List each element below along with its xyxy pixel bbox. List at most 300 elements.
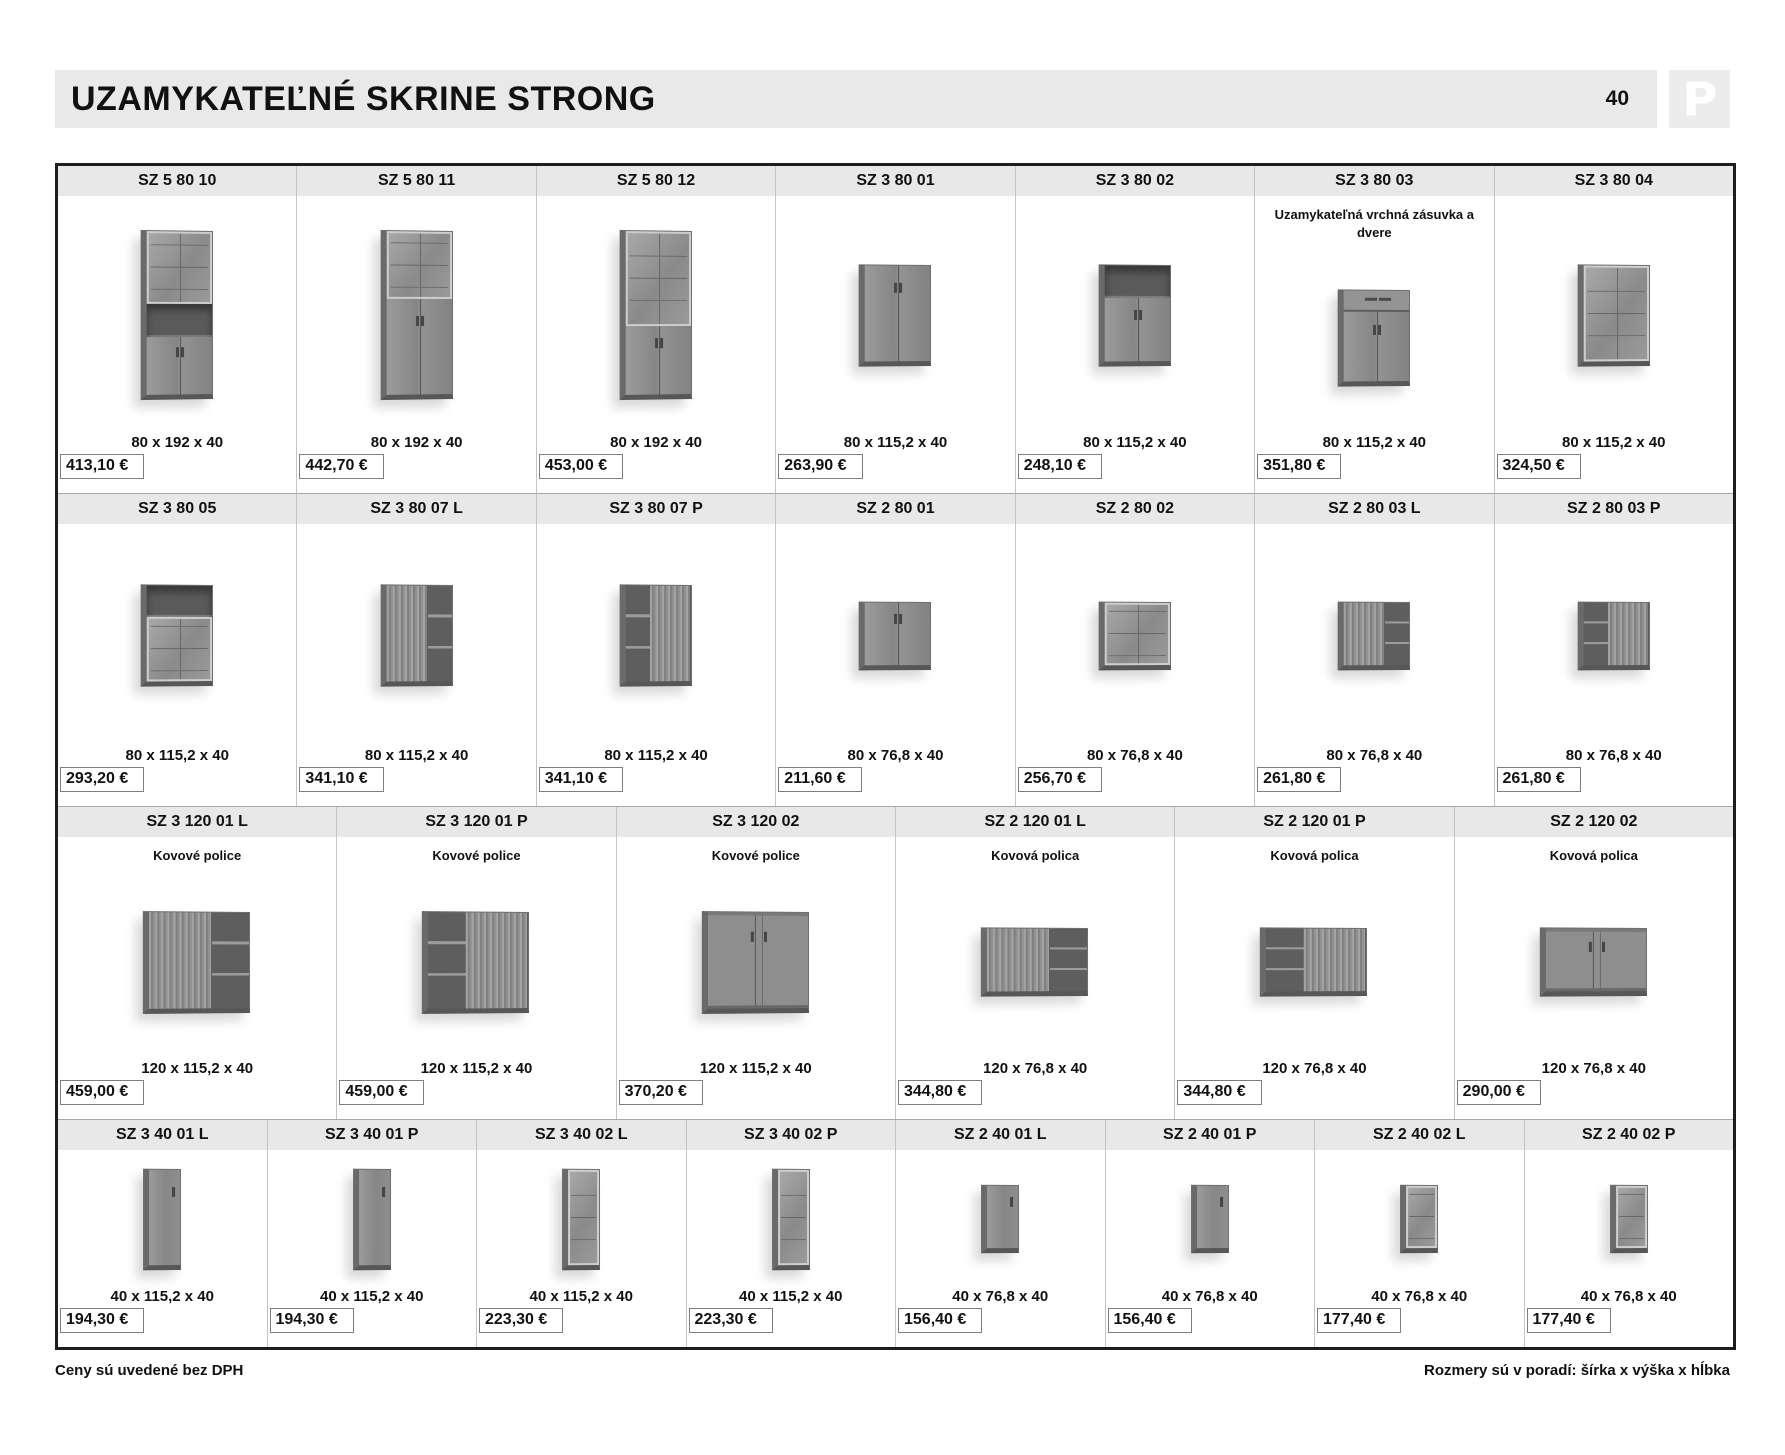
price-bar: [539, 767, 775, 797]
product-image-area: [776, 524, 1014, 747]
product-cell: [296, 494, 535, 806]
door-handle: [1010, 1197, 1013, 1207]
tambour-door: [1607, 602, 1648, 664]
product-code: SZ 3 120 02: [617, 807, 895, 837]
cabinet-section-glass: [147, 617, 212, 682]
product-image: [423, 912, 529, 1013]
product-cell: [476, 1120, 686, 1347]
product-image: [703, 912, 809, 1013]
product-cell: [1494, 166, 1733, 493]
product-cell: [336, 807, 615, 1119]
product-image-area: [1315, 1150, 1524, 1288]
open-shelves: [1583, 602, 1607, 665]
price-badge: 256,70 €: [1018, 767, 1102, 792]
cabinet-section-wood: [865, 602, 930, 665]
product-row: [58, 493, 1733, 806]
product-image-area: [1495, 196, 1733, 434]
price-badge: 344,80 €: [1177, 1080, 1261, 1105]
product-code: SZ 3 120 01 L: [58, 807, 336, 837]
open-shelves: [1051, 929, 1088, 991]
cabinet-section-slide: [1546, 929, 1646, 992]
product-note: Kovová polica: [1270, 848, 1359, 863]
price-badge: 248,10 €: [1018, 454, 1102, 479]
dimensions-label: 80 x 192 x 40: [370, 434, 463, 451]
cabinet-body: [422, 911, 529, 1014]
door-handle: [750, 931, 753, 941]
tambour-door: [466, 912, 529, 1008]
dimensions-label: 120 x 76,8 x 40: [1262, 1060, 1367, 1077]
cabinet-section-tambP: [626, 585, 691, 681]
product-code: SZ 5 80 12: [537, 166, 775, 196]
product-image: [982, 928, 1088, 996]
footer-note-dimensions: Rozmery sú v poradí: šírka x výška x hĺbka: [1424, 1362, 1730, 1379]
product-cell: [58, 1120, 267, 1347]
cabinet-section-wood: [865, 265, 930, 361]
door-handle: [655, 338, 658, 348]
footer-note-prices: Ceny sú uvedené bez DPH: [55, 1362, 244, 1379]
price-bar: [1457, 1080, 1733, 1110]
product-image-area: [1175, 865, 1453, 1060]
price-badge: 223,30 €: [689, 1308, 773, 1333]
cabinet-body: [859, 264, 931, 366]
tambour-door: [650, 586, 691, 682]
door-handle: [416, 316, 419, 326]
price-bar: [1497, 767, 1733, 797]
door-handle: [1378, 324, 1381, 334]
product-code: SZ 2 40 02 P: [1525, 1120, 1734, 1150]
product-image-area: [1495, 524, 1733, 747]
product-image-area: [1106, 1150, 1315, 1288]
product-image: [1099, 602, 1171, 670]
cabinet-body: [620, 230, 692, 400]
product-note: Uzamykateľná vrchná zásuvka a dvere: [1274, 207, 1475, 240]
price-bar: [299, 454, 535, 484]
cabinet-body: [1338, 601, 1410, 670]
product-image: [620, 231, 692, 399]
cabinet-body: [143, 1168, 181, 1270]
price-bar: [60, 1308, 267, 1338]
product-image-area: [896, 865, 1174, 1060]
product-code: SZ 2 120 01 L: [896, 807, 1174, 837]
cabinet-body: [1577, 601, 1649, 670]
product-cell: [1174, 807, 1453, 1119]
cabinet-section-open: [1105, 265, 1170, 298]
cabinet-body: [1099, 264, 1171, 366]
door-handle: [1374, 324, 1377, 334]
door-handle: [420, 316, 423, 326]
product-image-area: [58, 196, 296, 434]
product-image: [141, 231, 213, 399]
dimensions-label: 40 x 76,8 x 40: [1161, 1288, 1258, 1305]
product-code: SZ 2 40 01 P: [1106, 1120, 1315, 1150]
price-badge: 351,80 €: [1257, 454, 1341, 479]
product-image-area: [687, 1150, 896, 1288]
product-code: SZ 3 80 07 L: [297, 494, 535, 524]
door-handle: [181, 348, 184, 358]
door-handle: [764, 932, 767, 942]
cabinet-body: [1610, 1185, 1648, 1253]
product-code: SZ 3 80 02: [1016, 166, 1254, 196]
product-code: SZ 3 80 04: [1495, 166, 1733, 196]
door-handle: [1602, 942, 1605, 952]
cabinet-body: [981, 1185, 1019, 1253]
cabinet-section-tambP: [1266, 929, 1366, 992]
cabinet-body: [562, 1168, 600, 1270]
product-code: SZ 3 40 02 L: [477, 1120, 686, 1150]
product-row: [58, 806, 1733, 1119]
product-code: SZ 2 80 03 P: [1495, 494, 1733, 524]
product-cell: [686, 1120, 896, 1347]
cabinet-section-open: [147, 304, 212, 338]
product-image-area: [896, 1150, 1105, 1288]
product-cell: [1314, 1120, 1524, 1347]
price-bar: [1257, 454, 1493, 484]
open-shelves: [213, 912, 250, 1008]
product-image-area: [1016, 196, 1254, 434]
cabinet-section-drawer: [1344, 290, 1409, 312]
dimensions-label: 120 x 115,2 x 40: [141, 1060, 254, 1077]
dimensions-label: 80 x 76,8 x 40: [1086, 747, 1183, 764]
product-image: [1261, 928, 1367, 996]
price-badge: 413,10 €: [60, 454, 144, 479]
product-image: [1578, 265, 1650, 366]
door-handle: [176, 348, 179, 358]
cabinet-section-tambL: [149, 912, 249, 1009]
cabinet-body: [1260, 928, 1367, 997]
price-badge: 263,90 €: [778, 454, 862, 479]
price-bar: [898, 1308, 1105, 1338]
price-bar: [60, 767, 296, 797]
cabinet-body: [981, 928, 1088, 997]
product-image: [859, 265, 931, 366]
price-bar: [1018, 454, 1254, 484]
tambour-door: [386, 585, 428, 681]
product-image-area: [297, 196, 535, 434]
price-badge: 453,00 €: [539, 454, 623, 479]
brand-logo: [1669, 70, 1730, 128]
product-image-area: [58, 865, 336, 1060]
product-code: SZ 3 120 01 P: [337, 807, 615, 837]
price-badge: 177,40 €: [1527, 1308, 1611, 1333]
cabinet-section-wood: [1344, 312, 1409, 381]
drawer-handle: [1379, 298, 1391, 301]
cabinet-section-wood: [147, 337, 212, 395]
brand-logo-letter: P: [1681, 72, 1718, 126]
product-image-area: [58, 1150, 267, 1288]
tambour-door: [149, 912, 212, 1009]
price-bar: [339, 1080, 615, 1110]
product-code: SZ 2 120 01 P: [1175, 807, 1453, 837]
cabinet-body: [620, 584, 692, 686]
cabinet-body: [702, 911, 809, 1014]
price-badge: 261,80 €: [1497, 767, 1581, 792]
cabinet-body: [1099, 601, 1171, 670]
door-handle: [895, 282, 898, 292]
product-image-area: [1255, 241, 1493, 434]
product-grid: [55, 163, 1736, 1350]
product-image-area: [58, 524, 296, 747]
door-handle: [1139, 309, 1142, 319]
dimensions-label: 80 x 115,2 x 40: [843, 434, 948, 451]
price-bar: [1527, 1308, 1734, 1338]
product-note: Kovové police: [153, 848, 242, 863]
product-note: Kovová polica: [1549, 848, 1638, 863]
cabinet-section-glass: [1105, 602, 1170, 665]
dimensions-label: 120 x 76,8 x 40: [1541, 1060, 1646, 1077]
product-cell: [1254, 166, 1493, 493]
price-bar: [60, 454, 296, 484]
product-image: [1610, 1185, 1648, 1253]
dimensions-label: 80 x 115,2 x 40: [1083, 434, 1187, 451]
dimensions-label: 40 x 76,8 x 40: [1580, 1288, 1677, 1305]
cabinet-section-wood1: [359, 1169, 390, 1265]
cabinet-section-wood1: [987, 1186, 1018, 1248]
door-handle: [1134, 309, 1137, 319]
price-bar: [539, 454, 775, 484]
door-handle: [899, 282, 902, 292]
tambour-door: [987, 929, 1050, 992]
cabinet-body: [859, 601, 931, 670]
product-code: SZ 2 80 01: [776, 494, 1014, 524]
product-cell: [1105, 1120, 1315, 1347]
product-code: SZ 3 40 01 L: [58, 1120, 267, 1150]
product-cell: [1015, 494, 1254, 806]
price-badge: 156,40 €: [1108, 1308, 1192, 1333]
cabinet-body: [141, 230, 213, 400]
dimensions-label: 80 x 115,2 x 40: [364, 747, 469, 764]
door-handle: [172, 1187, 175, 1197]
product-code: SZ 5 80 10: [58, 166, 296, 196]
product-cell: [895, 807, 1174, 1119]
product-image-area: [1255, 524, 1493, 747]
cabinet-section-wood: [386, 299, 451, 395]
product-cell: [536, 166, 775, 493]
cabinet-section-tambL: [386, 585, 451, 681]
product-image: [1191, 1185, 1229, 1253]
door-handle: [382, 1187, 385, 1197]
product-image-area: [537, 196, 775, 434]
cabinet-section-open: [147, 585, 212, 617]
open-shelves: [1266, 929, 1303, 992]
door-handle: [1220, 1197, 1223, 1207]
dimensions-label: 120 x 76,8 x 40: [983, 1060, 1088, 1077]
price-badge: 341,10 €: [299, 767, 383, 792]
cabinet-body: [380, 584, 452, 686]
product-cell: [616, 807, 895, 1119]
product-image: [981, 1185, 1019, 1253]
product-code: SZ 3 80 03: [1255, 166, 1493, 196]
product-code: SZ 2 80 02: [1016, 494, 1254, 524]
product-image: [772, 1169, 810, 1270]
product-code: SZ 2 120 02: [1455, 807, 1733, 837]
dimensions-label: 80 x 192 x 40: [131, 434, 224, 451]
product-code: SZ 3 40 02 P: [687, 1120, 896, 1150]
cabinet-section-glass: [386, 231, 451, 299]
product-cell: [58, 807, 336, 1119]
price-bar: [60, 1080, 336, 1110]
product-image: [1400, 1185, 1438, 1253]
cabinet-body: [1191, 1185, 1229, 1253]
dimensions-label: 80 x 192 x 40: [610, 434, 702, 451]
product-code: SZ 2 80 03 L: [1255, 494, 1493, 524]
product-row: [58, 166, 1733, 493]
cabinet-section-tambP: [1583, 602, 1648, 665]
cabinet-section-glass1: [568, 1169, 599, 1265]
dimensions-label: 80 x 115,2 x 40: [604, 747, 708, 764]
cabinet-section-wood1: [1197, 1186, 1228, 1248]
page-number: 40: [1605, 87, 1629, 110]
dimensions-label: 40 x 76,8 x 40: [952, 1288, 1049, 1305]
price-badge: 194,30 €: [270, 1308, 354, 1333]
price-badge: 177,40 €: [1317, 1308, 1401, 1333]
price-badge: 370,20 €: [619, 1080, 703, 1105]
cabinet-section-tambP: [428, 912, 528, 1009]
product-image-area: [1455, 865, 1733, 1060]
price-bar: [1177, 1080, 1453, 1110]
cabinet-section-wood1: [149, 1169, 180, 1265]
product-image: [1578, 602, 1650, 670]
door-handle: [899, 614, 902, 624]
cabinet-section-glass1: [1616, 1186, 1647, 1248]
cabinet-section-glass: [147, 231, 212, 304]
title-bar: [55, 70, 1657, 128]
cabinet-section-slide: [708, 912, 808, 1009]
cabinet-section-glass: [626, 231, 691, 326]
product-cell: [267, 1120, 477, 1347]
cabinet-section-tambL: [987, 929, 1087, 992]
open-shelves: [428, 912, 465, 1009]
dimensions-label: 120 x 115,2 x 40: [420, 1060, 533, 1077]
cabinet-body: [353, 1168, 391, 1270]
product-code: SZ 3 80 01: [776, 166, 1014, 196]
price-badge: 211,60 €: [778, 767, 861, 792]
cabinet-body: [141, 584, 213, 686]
product-image: [859, 602, 931, 670]
cabinet-body: [1338, 289, 1410, 386]
product-code: SZ 2 40 01 L: [896, 1120, 1105, 1150]
tambour-door: [1344, 602, 1386, 665]
cabinet-section-glass: [1583, 265, 1648, 361]
cabinet-body: [772, 1168, 810, 1270]
dimensions-label: 80 x 76,8 x 40: [1565, 747, 1662, 764]
product-image: [141, 585, 213, 686]
dimensions-label: 40 x 76,8 x 40: [1371, 1288, 1468, 1305]
price-bar: [689, 1308, 896, 1338]
product-cell: [1494, 494, 1733, 806]
dimensions-label: 80 x 76,8 x 40: [1326, 747, 1423, 764]
product-image-area: [337, 865, 615, 1060]
price-bar: [1257, 767, 1493, 797]
product-image: [562, 1169, 600, 1270]
product-row: [58, 1119, 1733, 1347]
cabinet-section-wood: [626, 326, 691, 395]
price-bar: [1018, 767, 1254, 797]
product-image-area: [617, 865, 895, 1060]
price-bar: [1497, 454, 1733, 484]
price-bar: [479, 1308, 686, 1338]
cabinet-body: [143, 911, 250, 1014]
price-badge: 344,80 €: [898, 1080, 982, 1105]
price-bar: [778, 454, 1014, 484]
product-cell: [1015, 166, 1254, 493]
product-image: [143, 1169, 181, 1270]
price-bar: [1317, 1308, 1524, 1338]
product-cell: [895, 1120, 1105, 1347]
dimensions-label: 80 x 115,2 x 40: [125, 747, 229, 764]
price-bar: [619, 1080, 895, 1110]
open-shelves: [626, 585, 650, 681]
product-image: [1338, 602, 1410, 670]
product-note: Kovová polica: [991, 848, 1080, 863]
cabinet-body: [1540, 928, 1647, 997]
product-cell: [536, 494, 775, 806]
price-bar: [898, 1080, 1174, 1110]
dimensions-label: 120 x 115,2 x 40: [699, 1060, 812, 1077]
product-image: [144, 912, 250, 1013]
product-image-area: [1016, 524, 1254, 747]
product-note: Kovové police: [711, 848, 800, 863]
product-code: SZ 5 80 11: [297, 166, 535, 196]
dimensions-label: 40 x 115,2 x 40: [320, 1288, 424, 1305]
price-badge: 459,00 €: [60, 1080, 144, 1105]
price-badge: 324,50 €: [1497, 454, 1581, 479]
product-code: SZ 2 40 02 L: [1315, 1120, 1524, 1150]
product-image: [1541, 928, 1647, 996]
cabinet-body: [1577, 264, 1649, 366]
drawer-handle: [1365, 298, 1377, 301]
price-badge: 261,80 €: [1257, 767, 1341, 792]
product-image-area: [477, 1150, 686, 1288]
product-image: [381, 231, 453, 399]
price-badge: 194,30 €: [60, 1308, 144, 1333]
product-image-area: [537, 524, 775, 747]
price-badge: 293,20 €: [60, 767, 144, 792]
product-image-area: [268, 1150, 477, 1288]
dimensions-label: 40 x 115,2 x 40: [529, 1288, 633, 1305]
product-image-area: [1525, 1150, 1734, 1288]
product-code: SZ 3 80 07 P: [537, 494, 775, 524]
product-note: Kovové police: [432, 848, 521, 863]
dimensions-label: 80 x 115,2 x 40: [1562, 434, 1666, 451]
cabinet-body: [380, 230, 452, 400]
door-handle: [660, 338, 663, 348]
door-handle: [895, 614, 898, 624]
cabinet-section-wood: [1105, 298, 1170, 361]
price-badge: 442,70 €: [299, 454, 383, 479]
product-cell: [775, 494, 1014, 806]
cabinet-section-tambL: [1344, 602, 1409, 665]
product-image-area: [297, 524, 535, 747]
cabinet-body: [1400, 1185, 1438, 1253]
page-title: UZAMYKATEĽNÉ SKRINE STRONG: [71, 80, 656, 118]
product-image: [353, 1169, 391, 1270]
product-cell: [1454, 807, 1733, 1119]
dimensions-label: 40 x 115,2 x 40: [739, 1288, 843, 1305]
cabinet-section-glass1: [778, 1169, 809, 1265]
open-shelves: [1386, 602, 1410, 664]
cabinet-section-glass1: [1406, 1186, 1437, 1248]
dimensions-label: 80 x 115,2 x 40: [1322, 434, 1427, 451]
price-badge: 223,30 €: [479, 1308, 563, 1333]
price-bar: [299, 767, 535, 797]
product-image: [1099, 265, 1171, 366]
product-image: [381, 585, 453, 686]
product-cell: [775, 166, 1014, 493]
price-badge: 341,10 €: [539, 767, 623, 792]
tambour-door: [1304, 929, 1367, 992]
price-bar: [270, 1308, 477, 1338]
product-image-area: [776, 196, 1014, 434]
